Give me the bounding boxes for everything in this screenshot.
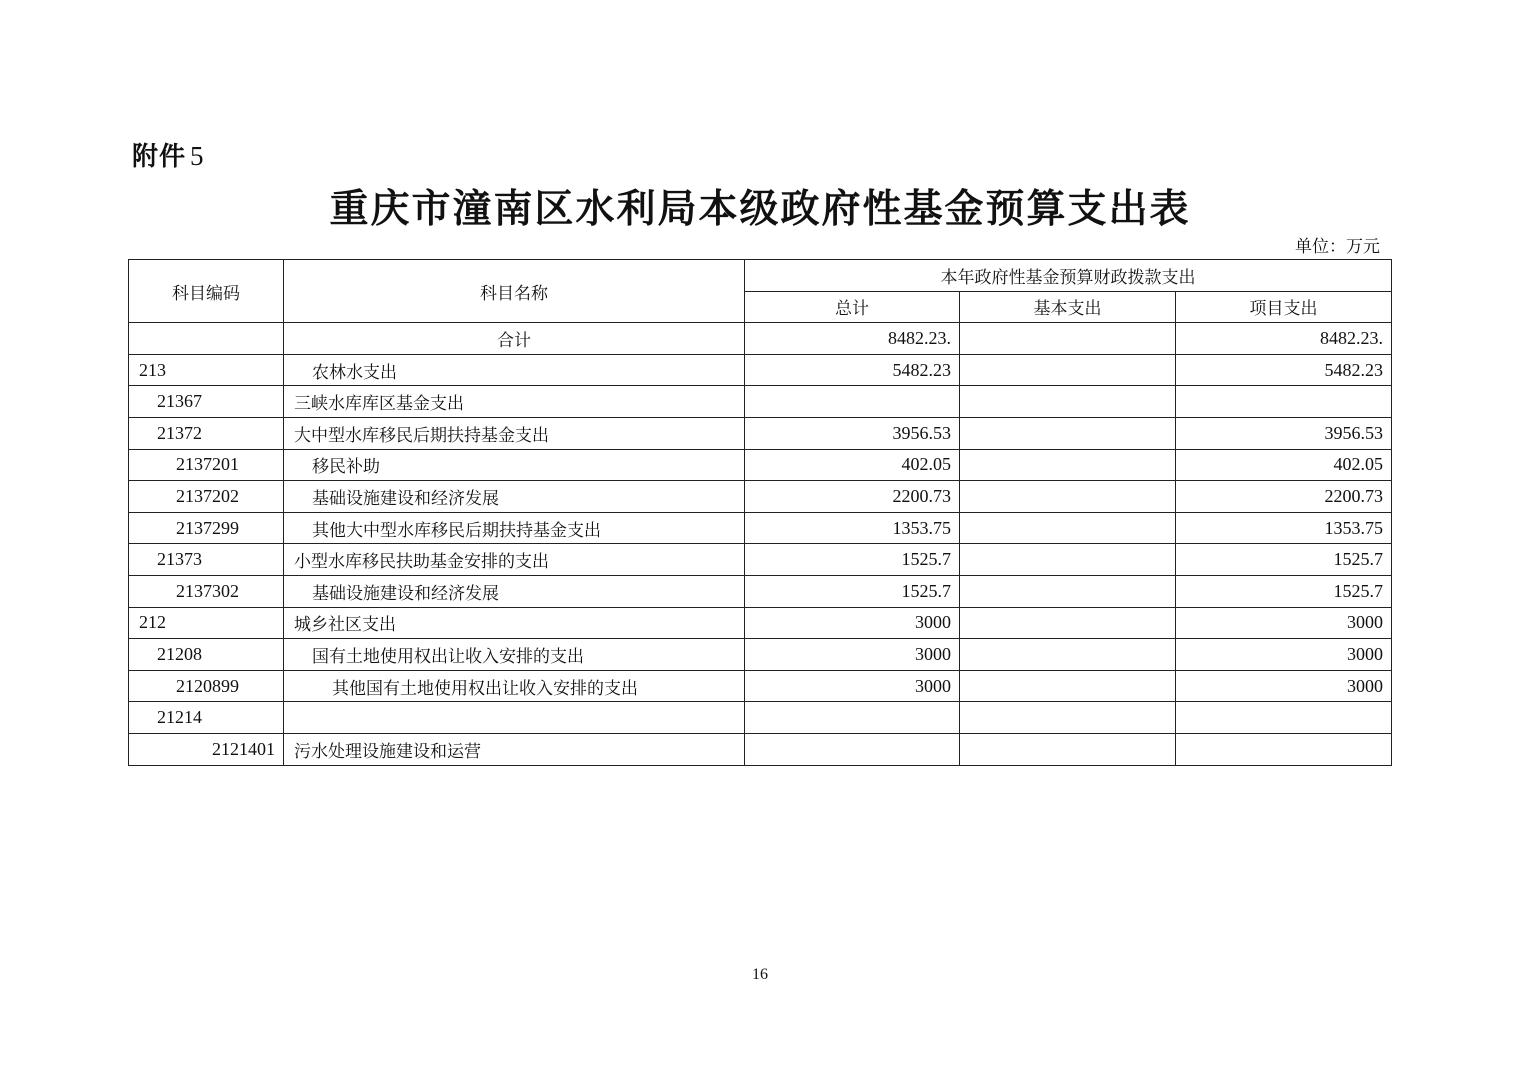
row-project: 8482.23.	[1176, 323, 1392, 355]
table-row	[129, 639, 1392, 671]
row-name	[284, 702, 745, 734]
row-total	[745, 386, 960, 418]
row-basic	[960, 417, 1176, 449]
row-project: 3956.53	[1176, 417, 1392, 449]
row-name: 基础设施建设和经济发展	[284, 481, 745, 513]
row-code: 2137202	[129, 481, 284, 513]
row-code: 21372	[129, 417, 284, 449]
attachment-label	[132, 136, 205, 173]
table-row	[129, 733, 1392, 765]
row-total: 402.05	[745, 449, 960, 481]
row-code: 21208	[129, 639, 284, 671]
row-basic	[960, 575, 1176, 607]
row-project	[1176, 733, 1392, 765]
row-name: 三峡水库库区基金支出	[284, 386, 745, 418]
table-row	[129, 702, 1392, 734]
row-code: 213	[129, 354, 284, 386]
row-name: 国有土地使用权出让收入安排的支出	[284, 639, 745, 671]
table-row	[129, 607, 1392, 639]
page-number: 16	[752, 966, 768, 983]
row-name: 农林水支出	[284, 354, 745, 386]
table-row	[129, 575, 1392, 607]
table-row	[129, 512, 1392, 544]
row-total: 3000	[745, 639, 960, 671]
row-code: 2121401	[129, 733, 284, 765]
row-name: 基础设施建设和经济发展	[284, 575, 745, 607]
row-total: 3000	[745, 670, 960, 702]
row-project: 3000	[1176, 607, 1392, 639]
table-header-row-1	[129, 260, 1392, 292]
row-basic	[960, 386, 1176, 418]
row-total	[745, 702, 960, 734]
row-project: 2200.73	[1176, 481, 1392, 513]
row-total: 8482.23.	[745, 323, 960, 355]
row-total	[745, 733, 960, 765]
row-name: 小型水库移民扶助基金安排的支出	[284, 544, 745, 576]
table-row	[129, 449, 1392, 481]
row-code: 21373	[129, 544, 284, 576]
budget-table	[128, 259, 1392, 766]
row-name: 其他大中型水库移民后期扶持基金支出	[284, 512, 745, 544]
row-basic	[960, 544, 1176, 576]
header-code: 科目编码	[129, 260, 284, 323]
row-basic	[960, 481, 1176, 513]
page-title: 重庆市潼南区水利局本级政府性基金预算支出表	[329, 186, 1191, 232]
row-project: 1525.7	[1176, 575, 1392, 607]
table-row	[129, 670, 1392, 702]
row-total: 3956.53	[745, 417, 960, 449]
header-total: 总计	[745, 291, 960, 323]
row-project	[1176, 702, 1392, 734]
row-code: 212	[129, 607, 284, 639]
row-project: 1525.7	[1176, 544, 1392, 576]
table-row	[129, 354, 1392, 386]
row-total: 1525.7	[745, 575, 960, 607]
row-code: 2120899	[129, 670, 284, 702]
table-row	[129, 544, 1392, 576]
row-code: 2137299	[129, 512, 284, 544]
table-row	[129, 386, 1392, 418]
row-project: 3000	[1176, 670, 1392, 702]
row-name: 合计	[284, 323, 745, 355]
row-name: 污水处理设施建设和运营	[284, 733, 745, 765]
row-basic	[960, 449, 1176, 481]
header-name: 科目名称	[284, 260, 745, 323]
row-name: 城乡社区支出	[284, 607, 745, 639]
header-project: 项目支出	[1176, 291, 1392, 323]
row-code: 21214	[129, 702, 284, 734]
header-group: 本年政府性基金预算财政拨款支出	[745, 260, 1392, 292]
row-code: 21367	[129, 386, 284, 418]
row-total: 1353.75	[745, 512, 960, 544]
row-basic	[960, 607, 1176, 639]
row-code	[129, 323, 284, 355]
attachment-number: 5	[190, 141, 205, 171]
row-basic	[960, 733, 1176, 765]
table-row	[129, 323, 1392, 355]
table-row	[129, 417, 1392, 449]
row-name: 大中型水库移民后期扶持基金支出	[284, 417, 745, 449]
attachment-label-text: 附件	[132, 142, 187, 172]
row-total: 1525.7	[745, 544, 960, 576]
header-basic: 基本支出	[960, 291, 1176, 323]
row-name: 移民补助	[284, 449, 745, 481]
unit-label: 单位：万元	[1295, 237, 1380, 257]
row-basic	[960, 639, 1176, 671]
row-basic	[960, 354, 1176, 386]
row-total: 5482.23	[745, 354, 960, 386]
row-project: 402.05	[1176, 449, 1392, 481]
row-project: 1353.75	[1176, 512, 1392, 544]
row-total: 3000	[745, 607, 960, 639]
row-basic	[960, 702, 1176, 734]
row-project	[1176, 386, 1392, 418]
table-row	[129, 481, 1392, 513]
row-code: 2137201	[129, 449, 284, 481]
row-project: 3000	[1176, 639, 1392, 671]
row-name: 其他国有土地使用权出让收入安排的支出	[284, 670, 745, 702]
row-basic	[960, 512, 1176, 544]
row-code: 2137302	[129, 575, 284, 607]
row-basic	[960, 323, 1176, 355]
row-project: 5482.23	[1176, 354, 1392, 386]
row-total: 2200.73	[745, 481, 960, 513]
row-basic	[960, 670, 1176, 702]
